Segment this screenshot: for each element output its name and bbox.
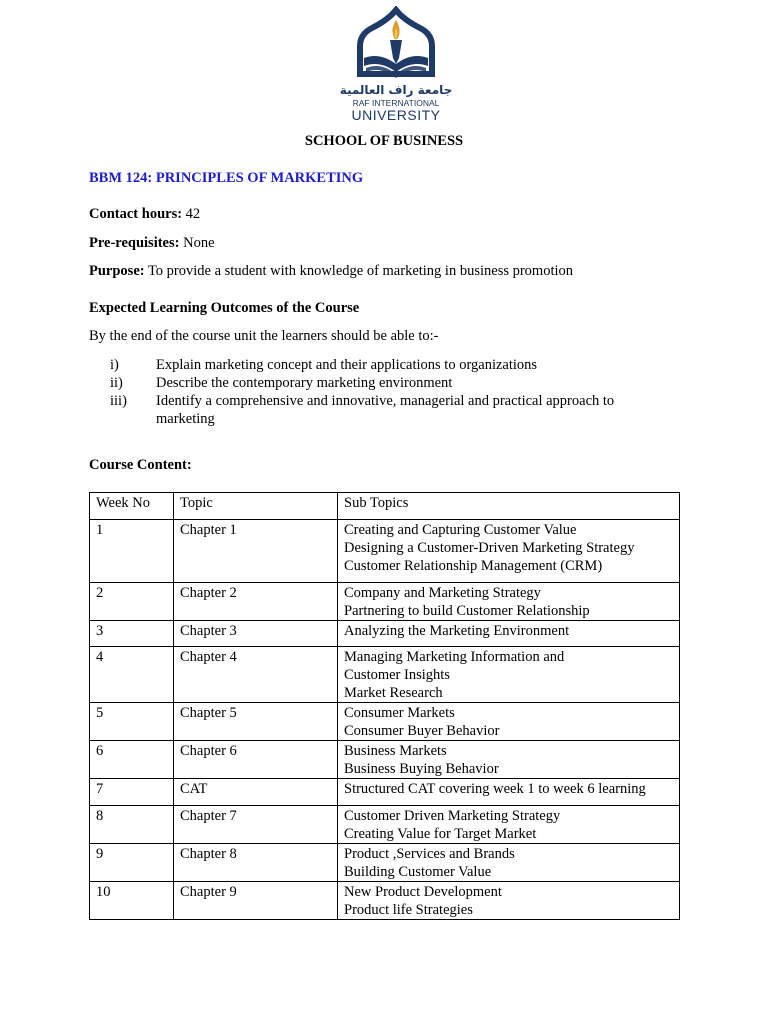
purpose-line [89,263,573,280]
week-cell: 4 [90,647,174,703]
topic-cell: Chapter 5 [174,703,338,741]
subtopic-line: Analyzing the Marketing Environment [344,623,570,639]
contact-hours-value: 42 [182,206,201,222]
outcome-number: i) [110,357,119,373]
table-row [90,520,680,583]
topic-cell: Chapter 1 [174,520,338,583]
outcomes-intro: By the end of the course unit the learners should be able to:- [89,328,439,344]
table-row [90,779,680,806]
course-title: BBM 124: PRINCIPLES OF MARKETING [89,170,364,186]
contact-hours-line [89,206,200,223]
column-header-topic: Topic [174,493,338,520]
prerequisites-value: None [179,235,215,251]
subtopic-line: Creating and Capturing Customer Value [344,522,577,538]
subtopics-cell [338,844,680,882]
subtopic-line: Customer Insights [344,667,450,683]
subtopic-line: New Product Development [344,884,502,900]
subtopic-line: Creating Value for Target Market [344,826,537,842]
subtopics-cell [338,703,680,741]
outcome-text: Identify a comprehensive and innovative, managerial and practical approach to marketing [156,393,615,427]
outcome-number: iii) [110,393,127,409]
table-row [90,703,680,741]
week-cell: 2 [90,583,174,621]
purpose-value: To provide a student with knowledge of marketing in business promotion [144,263,574,279]
subtopic-line: Structured CAT covering week 1 to week 6 learning [344,781,646,797]
subtopics-cell [338,647,680,703]
contact-hours-label: Contact hours: [89,206,183,222]
subtopic-line: Business Markets [344,743,447,759]
logo-arabic-text: جامعة راف العالمية [339,83,453,97]
column-header-week: Week No [90,493,174,520]
outcomes-heading: Expected Learning Outcomes of the Course [89,300,360,316]
outcome-item [110,392,650,428]
logo-name-line2: UNIVERSITY [351,107,441,123]
table-row [90,806,680,844]
table-row [90,621,680,647]
subtopic-line: Business Buying Behavior [344,761,499,777]
topic-cell: Chapter 8 [174,844,338,882]
subtopics-cell [338,583,680,621]
table-row [90,647,680,703]
outcome-item [110,374,650,392]
column-header-subtopics: Sub Topics [338,493,680,520]
school-heading: SCHOOL OF BUSINESS [304,133,464,149]
week-cell: 5 [90,703,174,741]
prerequisites-label: Pre-requisites: [89,235,180,251]
subtopics-cell [338,741,680,779]
week-cell: 9 [90,844,174,882]
subtopic-line: Company and Marketing Strategy [344,585,541,601]
subtopic-line: Product ,Services and Brands [344,846,515,862]
week-cell: 3 [90,621,174,647]
outcome-text: Describe the contemporary marketing environment [156,375,453,391]
table-row [90,741,680,779]
week-cell: 1 [90,520,174,583]
outcomes-list [110,356,650,428]
topic-cell: Chapter 6 [174,741,338,779]
subtopic-line: Managing Marketing Information and [344,649,565,665]
subtopic-line: Partnering to build Customer Relationship [344,603,590,619]
table-body [90,520,680,920]
outcome-item [110,356,650,374]
subtopic-line: Market Research [344,685,443,701]
subtopic-line: Customer Driven Marketing Strategy [344,808,561,824]
outcome-text: Explain marketing concept and their applications to organizations [156,357,538,373]
table-row [90,882,680,920]
topic-cell: Chapter 3 [174,621,338,647]
topic-cell: CAT [174,779,338,806]
university-logo [336,6,456,126]
subtopic-line: Designing a Customer-Driven Marketing Strategy [344,540,635,556]
purpose-label: Purpose: [89,263,145,279]
week-cell: 8 [90,806,174,844]
table-header-row [90,493,680,520]
subtopic-line: Building Customer Value [344,864,492,880]
course-content-table [89,492,680,920]
subtopic-line: Consumer Markets [344,705,455,721]
course-content-heading: Course Content: [89,457,192,473]
subtopics-cell [338,621,680,647]
subtopic-line: Customer Relationship Management (CRM) [344,558,603,574]
week-cell: 6 [90,741,174,779]
topic-cell: Chapter 2 [174,583,338,621]
outcome-number: ii) [110,375,123,391]
prerequisites-line [89,235,215,252]
subtopic-line: Consumer Buyer Behavior [344,723,500,739]
subtopic-line: Product life Strategies [344,902,473,918]
table-row [90,583,680,621]
topic-cell: Chapter 4 [174,647,338,703]
subtopics-cell [338,882,680,920]
subtopics-cell [338,806,680,844]
week-cell: 10 [90,882,174,920]
logo-name-line1: RAF INTERNATIONAL [352,98,440,108]
topic-cell: Chapter 7 [174,806,338,844]
table-row [90,844,680,882]
subtopics-cell [338,520,680,583]
week-cell: 7 [90,779,174,806]
subtopics-cell [338,779,680,806]
topic-cell: Chapter 9 [174,882,338,920]
